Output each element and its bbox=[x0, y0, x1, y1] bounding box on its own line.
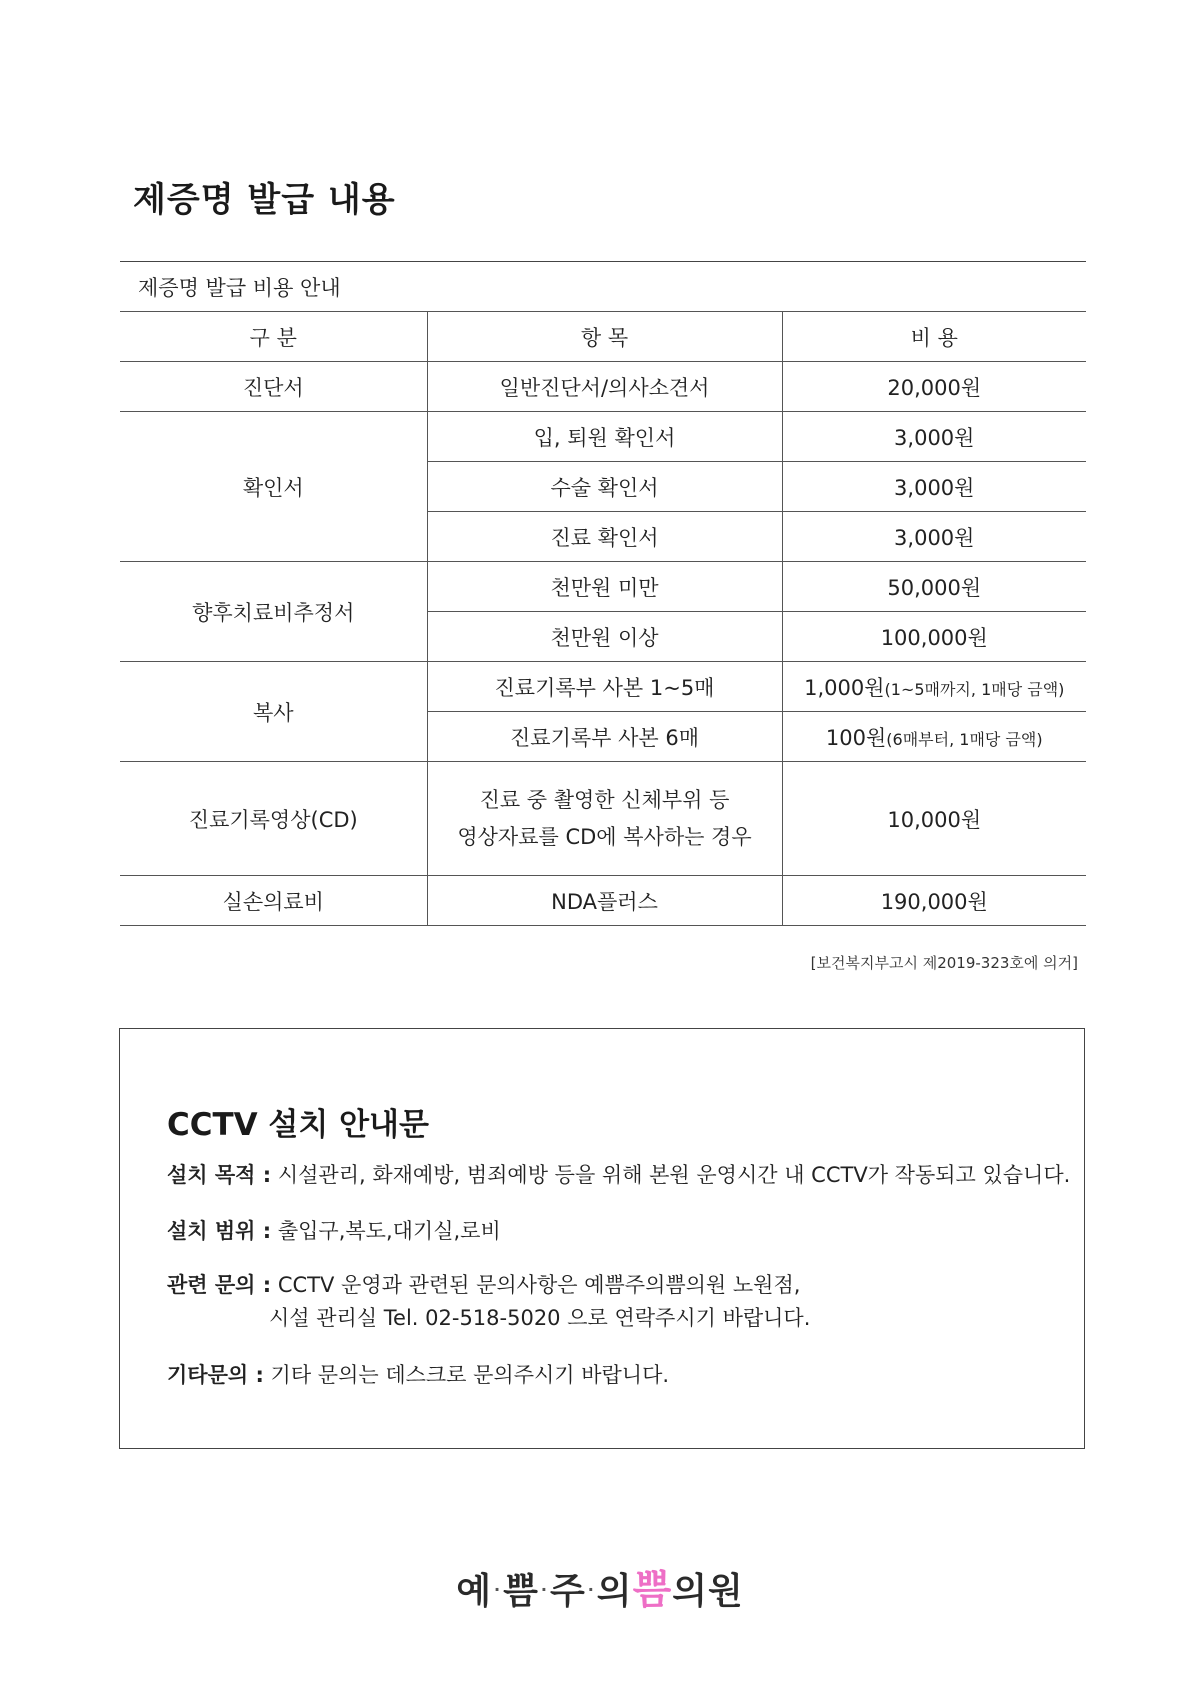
logo-accent: 쁨 bbox=[632, 1567, 673, 1613]
category-cell: 진료기록영상(CD) bbox=[120, 762, 427, 876]
table-row bbox=[120, 662, 1086, 712]
inquiry-label: 관련 문의 : bbox=[167, 1273, 272, 1297]
item-cell: 진료기록부 사본 6매 bbox=[427, 712, 782, 762]
logo-part: 예 bbox=[456, 1571, 492, 1612]
clinic-logo: 예 ·쁨 ·주 ·의쁨의원 bbox=[456, 1567, 744, 1613]
category-cell: 복사 bbox=[120, 662, 427, 762]
fee-cell: 20,000원 bbox=[782, 362, 1086, 412]
fee-cell: 10,000원 bbox=[782, 762, 1086, 876]
header-fee: 비 용 bbox=[782, 312, 1086, 362]
table-caption: 제증명 발급 비용 안내 bbox=[120, 262, 1086, 312]
scope-text: 출입구,복도,대기실,로비 bbox=[271, 1219, 501, 1243]
logo-part: 의원 bbox=[672, 1571, 744, 1612]
other-label: 기타문의 : bbox=[167, 1363, 264, 1387]
category-cell: 확인서 bbox=[120, 412, 427, 562]
item-line: 영상자료를 CD에 복사하는 경우 bbox=[457, 824, 752, 849]
cctv-title: CCTV 설치 안내문 bbox=[167, 1107, 429, 1143]
table-row bbox=[120, 562, 1086, 612]
table-row bbox=[120, 762, 1086, 876]
cctv-purpose bbox=[167, 1159, 1070, 1192]
category-cell: 실손의료비 bbox=[120, 876, 427, 926]
fee-cell bbox=[782, 712, 1086, 762]
cctv-inquiry bbox=[167, 1269, 810, 1335]
fee-cell: 50,000원 bbox=[782, 562, 1086, 612]
table-row bbox=[120, 412, 1086, 462]
fee-value: 1,000원 bbox=[804, 675, 885, 700]
item-cell bbox=[427, 762, 782, 876]
category-cell: 진단서 bbox=[120, 362, 427, 412]
fee-cell: 3,000원 bbox=[782, 462, 1086, 512]
header-item: 항 목 bbox=[427, 312, 782, 362]
inquiry-text-line2: 시설 관리실 Tel. 02-518-5020 으로 연락주시기 바랍니다. bbox=[269, 1306, 811, 1330]
fee-note: (1~5매까지, 1매당 금액) bbox=[884, 679, 1065, 699]
item-cell: 천만원 미만 bbox=[427, 562, 782, 612]
item-cell: NDA플러스 bbox=[427, 876, 782, 926]
logo-part: 쁨 bbox=[503, 1571, 539, 1612]
fee-cell bbox=[782, 662, 1086, 712]
header-category: 구 분 bbox=[120, 312, 427, 362]
table-row bbox=[120, 876, 1086, 926]
category-cell: 향후치료비추정서 bbox=[120, 562, 427, 662]
table-caption-row bbox=[120, 262, 1086, 312]
purpose-label: 설치 목적 : bbox=[167, 1163, 272, 1187]
other-text: 기타 문의는 데스크로 문의주시기 바랍니다. bbox=[263, 1363, 670, 1387]
page-title: 제증명 발급 내용 bbox=[133, 180, 396, 220]
item-cell: 수술 확인서 bbox=[427, 462, 782, 512]
cctv-notice-box bbox=[119, 1028, 1085, 1449]
fee-note: (6매부터, 1매당 금액) bbox=[886, 729, 1043, 749]
item-line: 진료 중 촬영한 신체부위 등 bbox=[479, 787, 730, 812]
inquiry-text-line1: CCTV 운영과 관련된 문의사항은 예쁨주의쁨의원 노원점, bbox=[271, 1273, 801, 1297]
fee-cell: 3,000원 bbox=[782, 412, 1086, 462]
logo-part: 주 bbox=[549, 1571, 586, 1612]
legal-reference: [보건복지부고시 제2019-323호에 의거] bbox=[810, 954, 1078, 972]
scope-label: 설치 범위 : bbox=[167, 1219, 272, 1243]
logo-part: 의 bbox=[596, 1571, 633, 1612]
fee-value: 100원 bbox=[825, 725, 887, 750]
cctv-other bbox=[167, 1359, 669, 1392]
fee-cell: 100,000원 bbox=[782, 612, 1086, 662]
item-cell: 진료 확인서 bbox=[427, 512, 782, 562]
fee-cell: 190,000원 bbox=[782, 876, 1086, 926]
item-cell: 일반진단서/의사소견서 bbox=[427, 362, 782, 412]
item-cell: 입, 퇴원 확인서 bbox=[427, 412, 782, 462]
fee-cell: 3,000원 bbox=[782, 512, 1086, 562]
fee-table bbox=[120, 261, 1086, 926]
item-cell: 진료기록부 사본 1~5매 bbox=[427, 662, 782, 712]
table-row bbox=[120, 362, 1086, 412]
item-cell: 천만원 이상 bbox=[427, 612, 782, 662]
table-header-row bbox=[120, 312, 1086, 362]
cctv-scope bbox=[167, 1215, 501, 1248]
purpose-text: 시설관리, 화재예방, 범죄예방 등을 위해 본원 운영시간 내 CCTV가 작동되고 있습니다. bbox=[271, 1163, 1071, 1187]
